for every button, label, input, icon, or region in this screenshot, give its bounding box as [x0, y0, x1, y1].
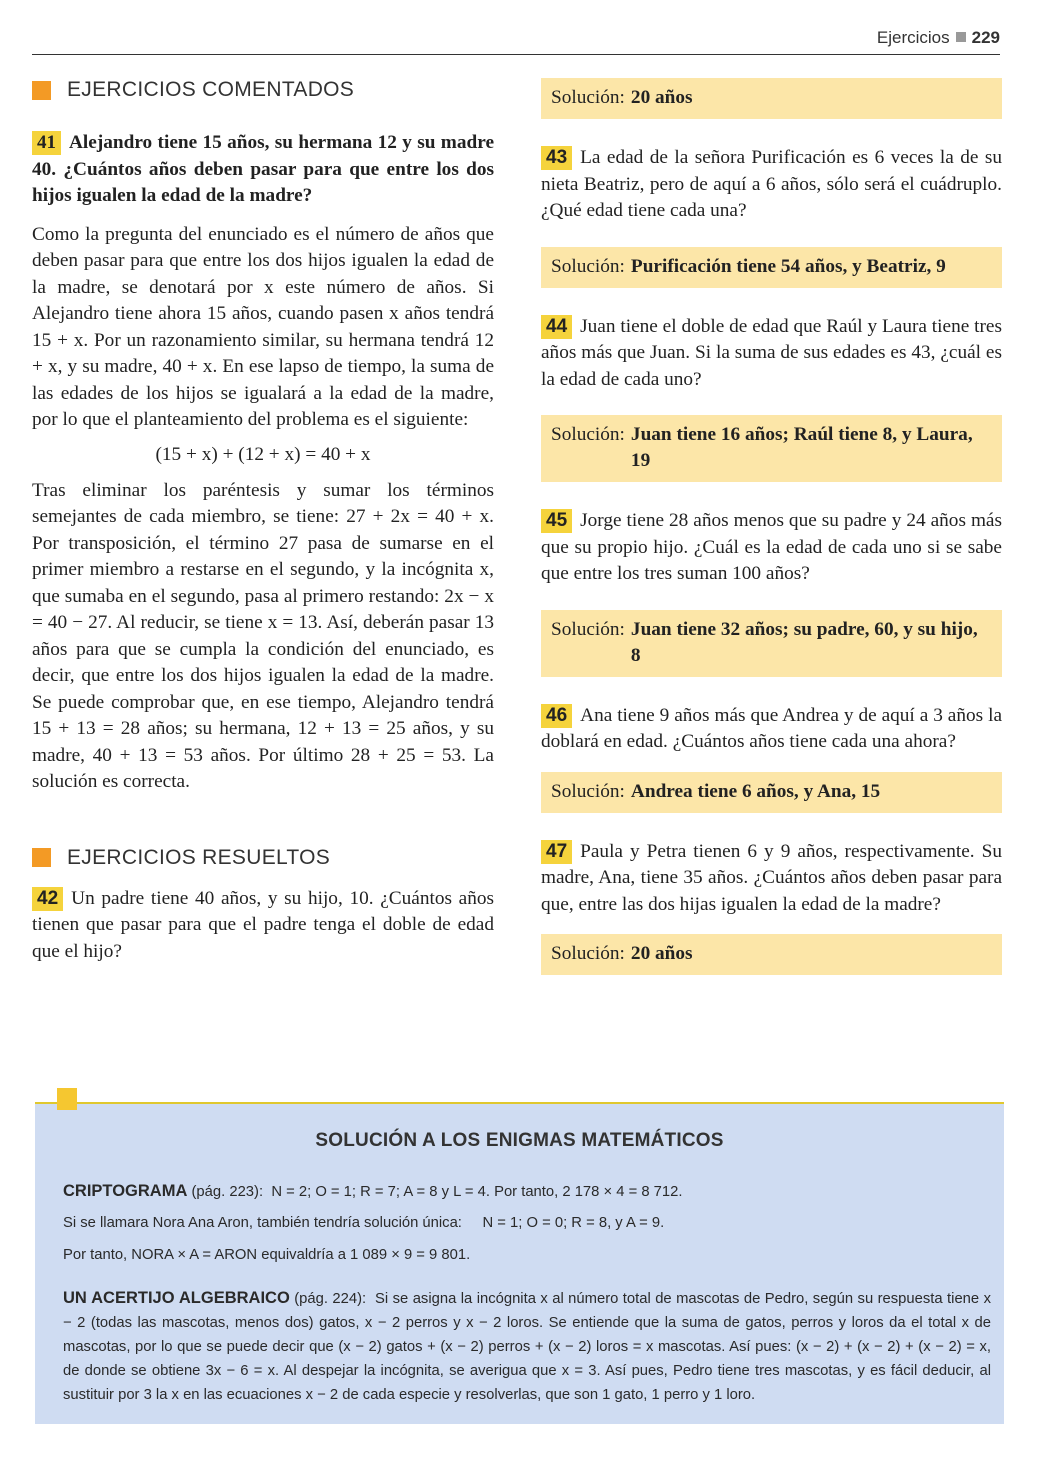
right-column	[541, 78, 1002, 975]
nora-values: N = 1; O = 0; R = 8, y A = 9.	[482, 1215, 665, 1231]
solution-value: Juan tiene 16 años; Raúl tiene 8, y Laura, 19	[630, 424, 973, 471]
solution-value: Juan tiene 32 años; su padre, 60, y su hijo, 8	[630, 618, 978, 666]
statement-text: Juan tiene el doble de edad que Raúl y Laura tiene tres años más que Juan. Si la suma de sus edades es 43, ¿cuál es la edad de cada uno?	[541, 315, 1002, 390]
solution-value: Purificación tiene 54 años, y Beatriz, 9	[630, 255, 946, 277]
exercise-number: 45	[541, 509, 572, 533]
solution-45	[541, 610, 1002, 677]
exercise-47-statement	[541, 839, 1002, 919]
nora-text: Si se llamara Nora Ana Aron, también tendría solución única:	[63, 1215, 462, 1231]
section-name: Ejercicios	[876, 28, 950, 47]
solution-label: Solución:	[551, 255, 625, 277]
box-title: SOLUCIÓN A LOS ENIGMAS MATEMÁTICOS	[315, 1130, 724, 1151]
running-head	[877, 28, 1000, 48]
criptograma-answer: N = 2; O = 1; R = 7; A = 8 y L = 4. Por tanto, 2 178 × 4 = 8 712.	[271, 1184, 683, 1200]
solution-44	[541, 415, 1002, 482]
exercise-41-resolution: Tras eliminar los paréntesis y sumar los términos semejantes de cada miembro, se tiene: 27 + 2x = 40 + x. Por transposición, el término 27 pasa de sumarse en el primer miembro a restarse en el segundo, y la incógnita x, que sumaba en el segundo, pasa al primero restando: 2x − x = 40 − 27. Al reducir, se tiene x = 13. Así, deberán pasar 13 años para que se cumpla la condición del enunciado, es decir, que entre los dos hijos igualen la edad de la madre. Se puede comprobar que, en ese tiempo, Alejandro tendrá 15 + 13 = 28 años; su hermana, 12 + 13 = 25 años, y su madre, 40 + 13 = 53 años. Por último 28 + 25 = 53. La solución es correcta.	[32, 479, 494, 792]
section-title: EJERCICIOS RESUELTOS	[67, 845, 331, 869]
statement-text: Ana tiene 9 años más que Andrea y de aquí a 3 años la doblará en edad. ¿Cuántos años tiene cada una ahora?	[541, 704, 1002, 752]
solution-value: 20 años	[630, 943, 693, 964]
solution-label: Solución:	[551, 618, 625, 640]
orange-square-icon	[32, 848, 51, 867]
page-reference: (pág. 223):	[191, 1184, 264, 1200]
exercise-number: 43	[541, 146, 572, 170]
statement-text: La edad de la señora Purificación es 6 veces la de su nieta Beatriz, pero de aquí a 6 años, sólo será el cuádruplo. ¿Qué edad tiene cada una?	[541, 147, 1002, 221]
nora-aron-line: Por tanto, NORA × A = ARON equivaldría a 1 089 × 9 = 9 801.	[63, 1247, 471, 1263]
solution-47	[541, 934, 1002, 975]
exercise-41-explanation: Como la pregunta del enunciado es el número de años que deben pasar para que entre los dos hijos igualen la edad de la madre, se denotará por x este número de años. Si Alejandro tiene ahora 15 años, cuando pasen x años tendrá 15 + x. Por un razonamiento similar, su hermana tendrá 12 + x, y su madre, 40 + x. En ese lapso de tiempo, la suma de las edades de los hijos se igualará a la edad de la madre, por lo que el planteamiento del problema es el siguiente:	[32, 223, 494, 430]
square-icon	[956, 32, 966, 42]
statement-text: Alejandro tiene 15 años, su hermana 12 y su madre 40. ¿Cuántos años deben pasar para que entre los dos hijos igualen la edad de la madre?	[32, 132, 494, 206]
section-heading-resueltos	[32, 846, 494, 870]
criptograma-line	[63, 1180, 993, 1203]
exercise-46-statement	[541, 703, 1002, 756]
exercise-44-statement	[541, 314, 1002, 394]
exercise-number: 46	[541, 704, 572, 728]
solution-label: Solución:	[551, 780, 625, 802]
solution-42	[541, 78, 1002, 119]
solution-label: Solución:	[551, 424, 625, 445]
solution-label: Solución:	[551, 87, 625, 108]
acertijo-answer: Si se asigna la incógnita x al número total de mascotas de Pedro, según su respuesta tiene x − 2 (todas las mascotas, menos dos) gatos, x − 2 perros y x − 2 loros. Se entiende que la suma de gatos, perros y loros da el total x de mascotas, por lo que se puede decir que (x − 2) gatos + (x − 2) perros + (x − 2) loros = x mascotas. Así pues: (x − 2) + (x − 2) + (x − 2) = x, de donde se obtiene 3x − 6 = x. Al despejar la incógnita, se averigua que x = 3. Así pues, Pedro tiene tres mascotas, y es fácil deducir, al sustituir por 3 la x en las ecuaciones x − 2 de cada especie y resolverlas, que son 1 gato, 1 perro y 1 loro.	[63, 1291, 991, 1403]
yellow-tab-marker	[57, 1088, 77, 1110]
exercise-45-statement	[541, 508, 1002, 588]
statement-text: Jorge tiene 28 años menos que su padre y 24 años más que su propio hijo. ¿Cuál es la edad de cada uno si se sabe que entre los tres suman 100 años?	[541, 510, 1002, 584]
solution-value: 20 años	[630, 87, 693, 108]
nora-line	[63, 1212, 993, 1234]
page-number: 229	[971, 28, 1000, 47]
page-header	[32, 26, 1000, 55]
enigmas-solution-box	[35, 1102, 1004, 1424]
solution-label: Solución:	[551, 943, 625, 964]
solution-43	[541, 247, 1002, 288]
exercise-number: 44	[541, 315, 572, 339]
solution-value: Andrea tiene 6 años, y Ana, 15	[630, 780, 881, 802]
exercise-number: 41	[32, 131, 61, 155]
statement-text: Paula y Petra tienen 6 y 9 años, respectivamente. Su madre, Ana, tiene 35 años. ¿Cuántos años deben pasar para que, entre las dos hijas igualen la edad de la madre?	[541, 840, 1002, 915]
page-reference: (pág. 224):	[294, 1291, 367, 1307]
acertijo-label: UN ACERTIJO ALGEBRAICO	[63, 1289, 290, 1307]
exercise-41-statement	[32, 130, 494, 210]
exercise-number: 42	[32, 887, 63, 911]
criptograma-label: CRIPTOGRAMA	[63, 1182, 188, 1200]
left-column	[32, 78, 494, 965]
statement-text: Un padre tiene 40 años, y su hijo, 10. ¿Cuántos años tienen que pasar para que el padre tenga el doble de edad que el hijo?	[32, 887, 494, 962]
equation: (15 + x) + (12 + x) = 40 + x	[155, 443, 371, 465]
section-title: EJERCICIOS COMENTADOS	[67, 78, 355, 101]
orange-square-icon	[32, 81, 51, 100]
solution-46	[541, 772, 1002, 813]
exercise-43-statement	[541, 145, 1002, 225]
exercise-number: 47	[541, 840, 572, 864]
exercise-42-statement	[32, 886, 494, 966]
section-heading-comentados	[32, 78, 494, 102]
acertijo-paragraph	[63, 1286, 991, 1407]
